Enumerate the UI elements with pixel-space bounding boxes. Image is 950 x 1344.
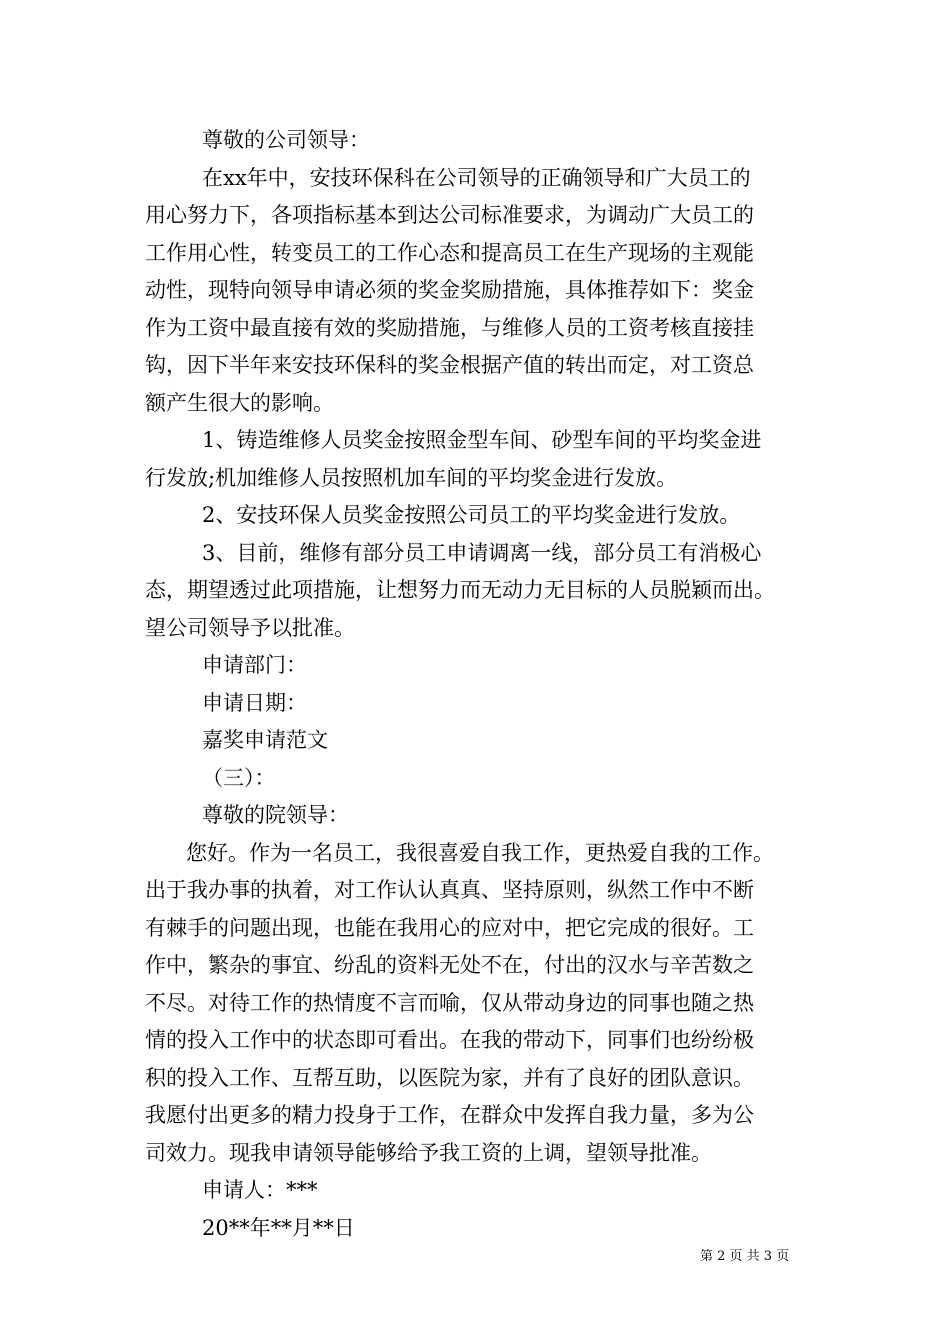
applicant-name: 申请人：*** [202, 1178, 318, 1202]
paragraph-line: 出于我办事的执着，对工作认认真真、坚持原则，纵然工作中不断 [145, 878, 754, 902]
section-title: 嘉奖申请范文 [202, 728, 328, 752]
paragraph-line: 态，期望透过此项措施，让想努力而无动力无目标的人员脱颖而出。 [145, 578, 775, 602]
salutation-company: 尊敬的公司领导： [202, 128, 370, 152]
paragraph-line: 积的投入工作、互帮互助，以医院为家，并有了良好的团队意识。 [145, 1065, 754, 1090]
section-number: （三）： [202, 765, 276, 790]
paragraph-line: 钩，因下半年来安技环保科的奖金根据产值的转出而定，对工资总 [145, 353, 754, 377]
paragraph-line: 作为工资中最直接有效的奖励措施，与维修人员的工资考核直接挂 [145, 315, 754, 340]
list-item-1: 1、铸造维修人员奖金按照金型车间、砂型车间的平均奖金进 [202, 428, 762, 452]
application-date: 申请日期： [202, 690, 307, 715]
paragraph-line: 作中，繁杂的事宜、纷乱的资料无处不在，付出的汉水与辛苦数之 [145, 953, 754, 977]
paragraph-line: 您好。作为一名员工，我很喜爱自我工作，更热爱自我的工作。 [186, 840, 774, 865]
page-number-footer: 第 2 页 共 3 页 [700, 1249, 790, 1264]
paragraph-line: 望公司领导予以批准。 [145, 615, 355, 640]
document-body [145, 122, 820, 1247]
list-item-3: 3、目前，维修有部分员工申请调离一线，部分员工有消极心 [202, 540, 762, 565]
paragraph-line: 司效力。现我申请领导能够给予我工资的上调，望领导批准。 [145, 1140, 712, 1165]
paragraph-line: 有棘手的问题出现，也能在我用心的应对中，把它完成的很好。工 [145, 915, 754, 940]
salutation-hospital: 尊敬的院领导： [202, 803, 349, 827]
paragraph-line: 情的投入工作中的状态即可看出。在我的带动下，同事们也纷纷极 [145, 1028, 754, 1052]
applicant-department: 申请部门： [202, 653, 307, 677]
list-item-2: 2、安技环保人员奖金按照公司员工的平均奖金进行发放。 [202, 503, 741, 527]
paragraph-line: 在xx年中，安技环保科在公司领导的正确领导和广大员工的 [202, 165, 751, 190]
paragraph-line: 额产生很大的影响。 [145, 390, 334, 415]
paragraph-line: 动性，现特向领导申请必须的奖金奖励措施，具体推荐如下：奖金 [145, 278, 754, 302]
paragraph-line: 不尽。对待工作的热情度不言而喻，仅从带动身边的同事也随之热 [145, 990, 754, 1015]
paragraph-line: 行发放;机加维修人员按照机加车间的平均奖金进行发放。 [145, 465, 678, 490]
signature-date: 20**年**月**日 [202, 1215, 355, 1240]
paragraph-line: 工作用心性，转变员工的工作心态和提高员工在生产现场的主观能 [145, 240, 754, 265]
paragraph-line: 用心努力下，各项指标基本到达公司标准要求，为调动广大员工的 [145, 203, 754, 227]
paragraph-line: 我愿付出更多的精力投身于工作，在群众中发挥自我力量，多为公 [145, 1103, 754, 1127]
